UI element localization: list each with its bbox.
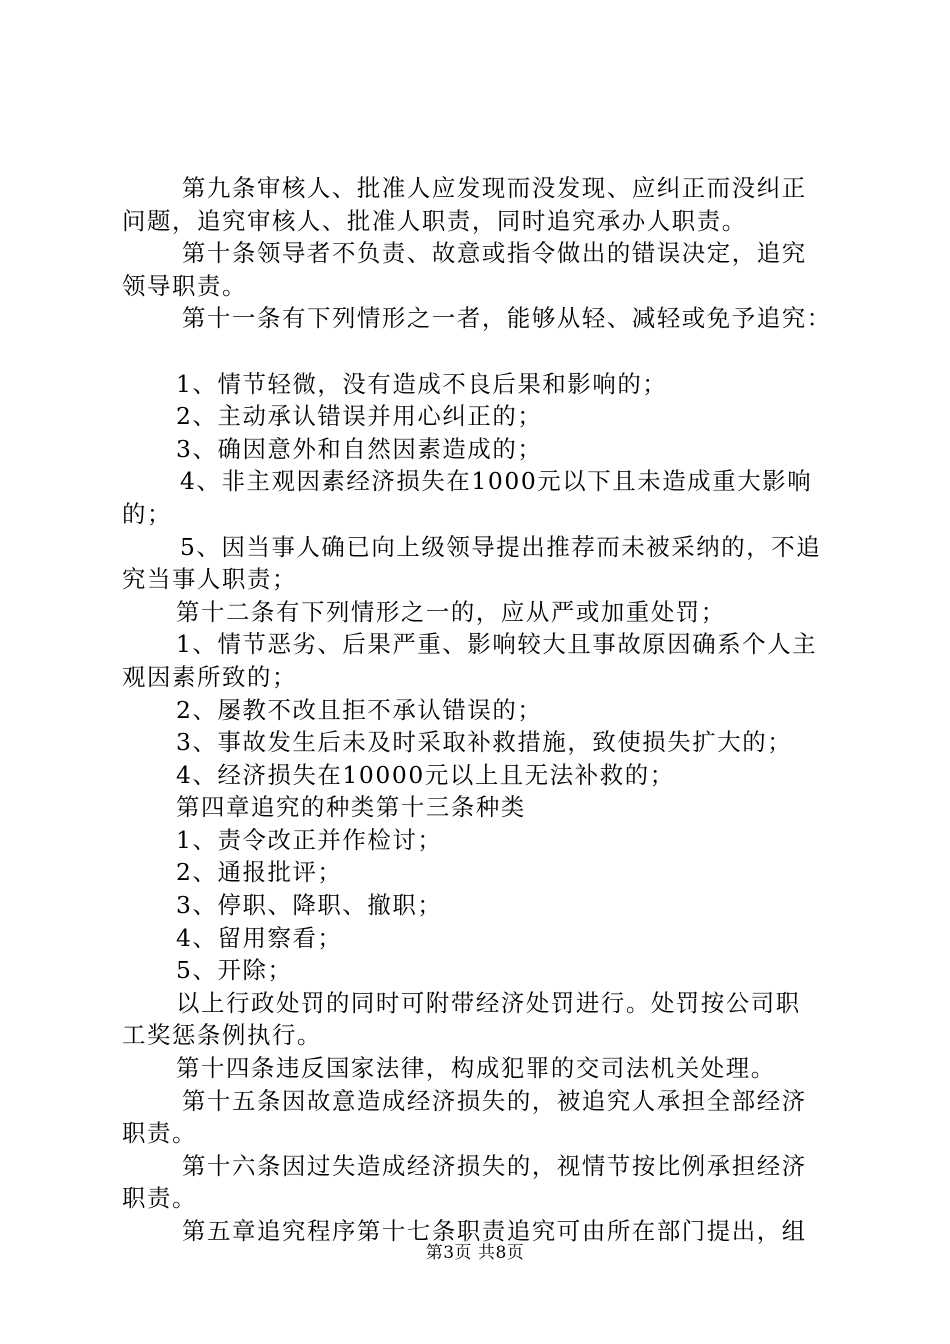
paragraph-line: 的； (122, 499, 172, 528)
list-item: 1、情节轻微，没有造成不良后果和影响的； (176, 369, 668, 398)
list-item: 3、事故发生后未及时采取补救措施，致使损失扩大的； (176, 728, 793, 757)
list-item: 5、因当事人确已向上级领导提出推荐而未被采纳的，不追 (180, 532, 822, 561)
paragraph-line: 领导职责。 (122, 271, 247, 300)
list-item: 3、停职、降职、撤职； (176, 891, 443, 920)
paragraph-line: 工奖惩条例执行。 (122, 1021, 322, 1050)
list-item: 3、确因意外和自然因素造成的； (176, 434, 543, 463)
paragraph-line: 职责。 (122, 1184, 197, 1213)
chapter-heading: 第四章追究的种类第十三条种类 (176, 793, 526, 822)
paragraph-line: 第十四条违反国家法律，构成犯罪的交司法机关处理。 (176, 1054, 776, 1083)
paragraph-line: 究当事人职责； (122, 565, 297, 594)
document-body (122, 172, 834, 1248)
list-item: 2、主动承认错误并用心纠正的； (176, 402, 543, 431)
paragraph-line: 第十一条有下列情形之一者，能够从轻、减轻或免予追究： (182, 304, 832, 333)
paragraph-line: 第五章追究程序第十七条职责追究可由所在部门提出，组 (182, 1217, 807, 1245)
list-item: 4、留用察看； (176, 923, 343, 952)
paragraph-line: 职责。 (122, 1119, 197, 1148)
blank-line (122, 335, 834, 368)
list-item: 4、经济损失在10000元以上且无法补救的； (176, 760, 675, 789)
paragraph-line: 第十五条因故意造成经济损失的，被追究人承担全部经济 (182, 1086, 807, 1115)
page-number-footer: 第3页 共8页 (425, 1243, 525, 1263)
paragraph-line: 第十条领导者不负责、故意或指令做出的错误决定，追究 (182, 239, 807, 268)
paragraph-line: 问题，追究审核人、批准人职责，同时追究承办人职责。 (122, 206, 747, 235)
list-item: 2、通报批评； (176, 858, 343, 887)
paragraph-line: 第十六条因过失造成经济损失的，视情节按比例承担经济 (182, 1151, 807, 1180)
paragraph-line: 第九条审核人、批准人应发现而没发现、应纠正而没纠正 (182, 174, 807, 202)
list-item: 4、非主观因素经济损失在1000元以下且未造成重大影响 (180, 467, 813, 496)
paragraph-line: 以上行政处罚的同时可附带经济处罚进行。处罚按公司职 (176, 988, 801, 1017)
list-item: 5、开除； (176, 956, 293, 985)
paragraph-line: 第十二条有下列情形之一的，应从严或加重处罚； (176, 597, 726, 626)
list-item: 2、屡教不改且拒不承认错误的； (176, 695, 543, 724)
paragraph-line: 观因素所致的； (122, 662, 297, 691)
list-item: 1、责令改正并作检讨； (176, 825, 443, 854)
list-item: 1、情节恶劣、后果严重、影响较大且事故原因确系个人主 (176, 630, 818, 659)
